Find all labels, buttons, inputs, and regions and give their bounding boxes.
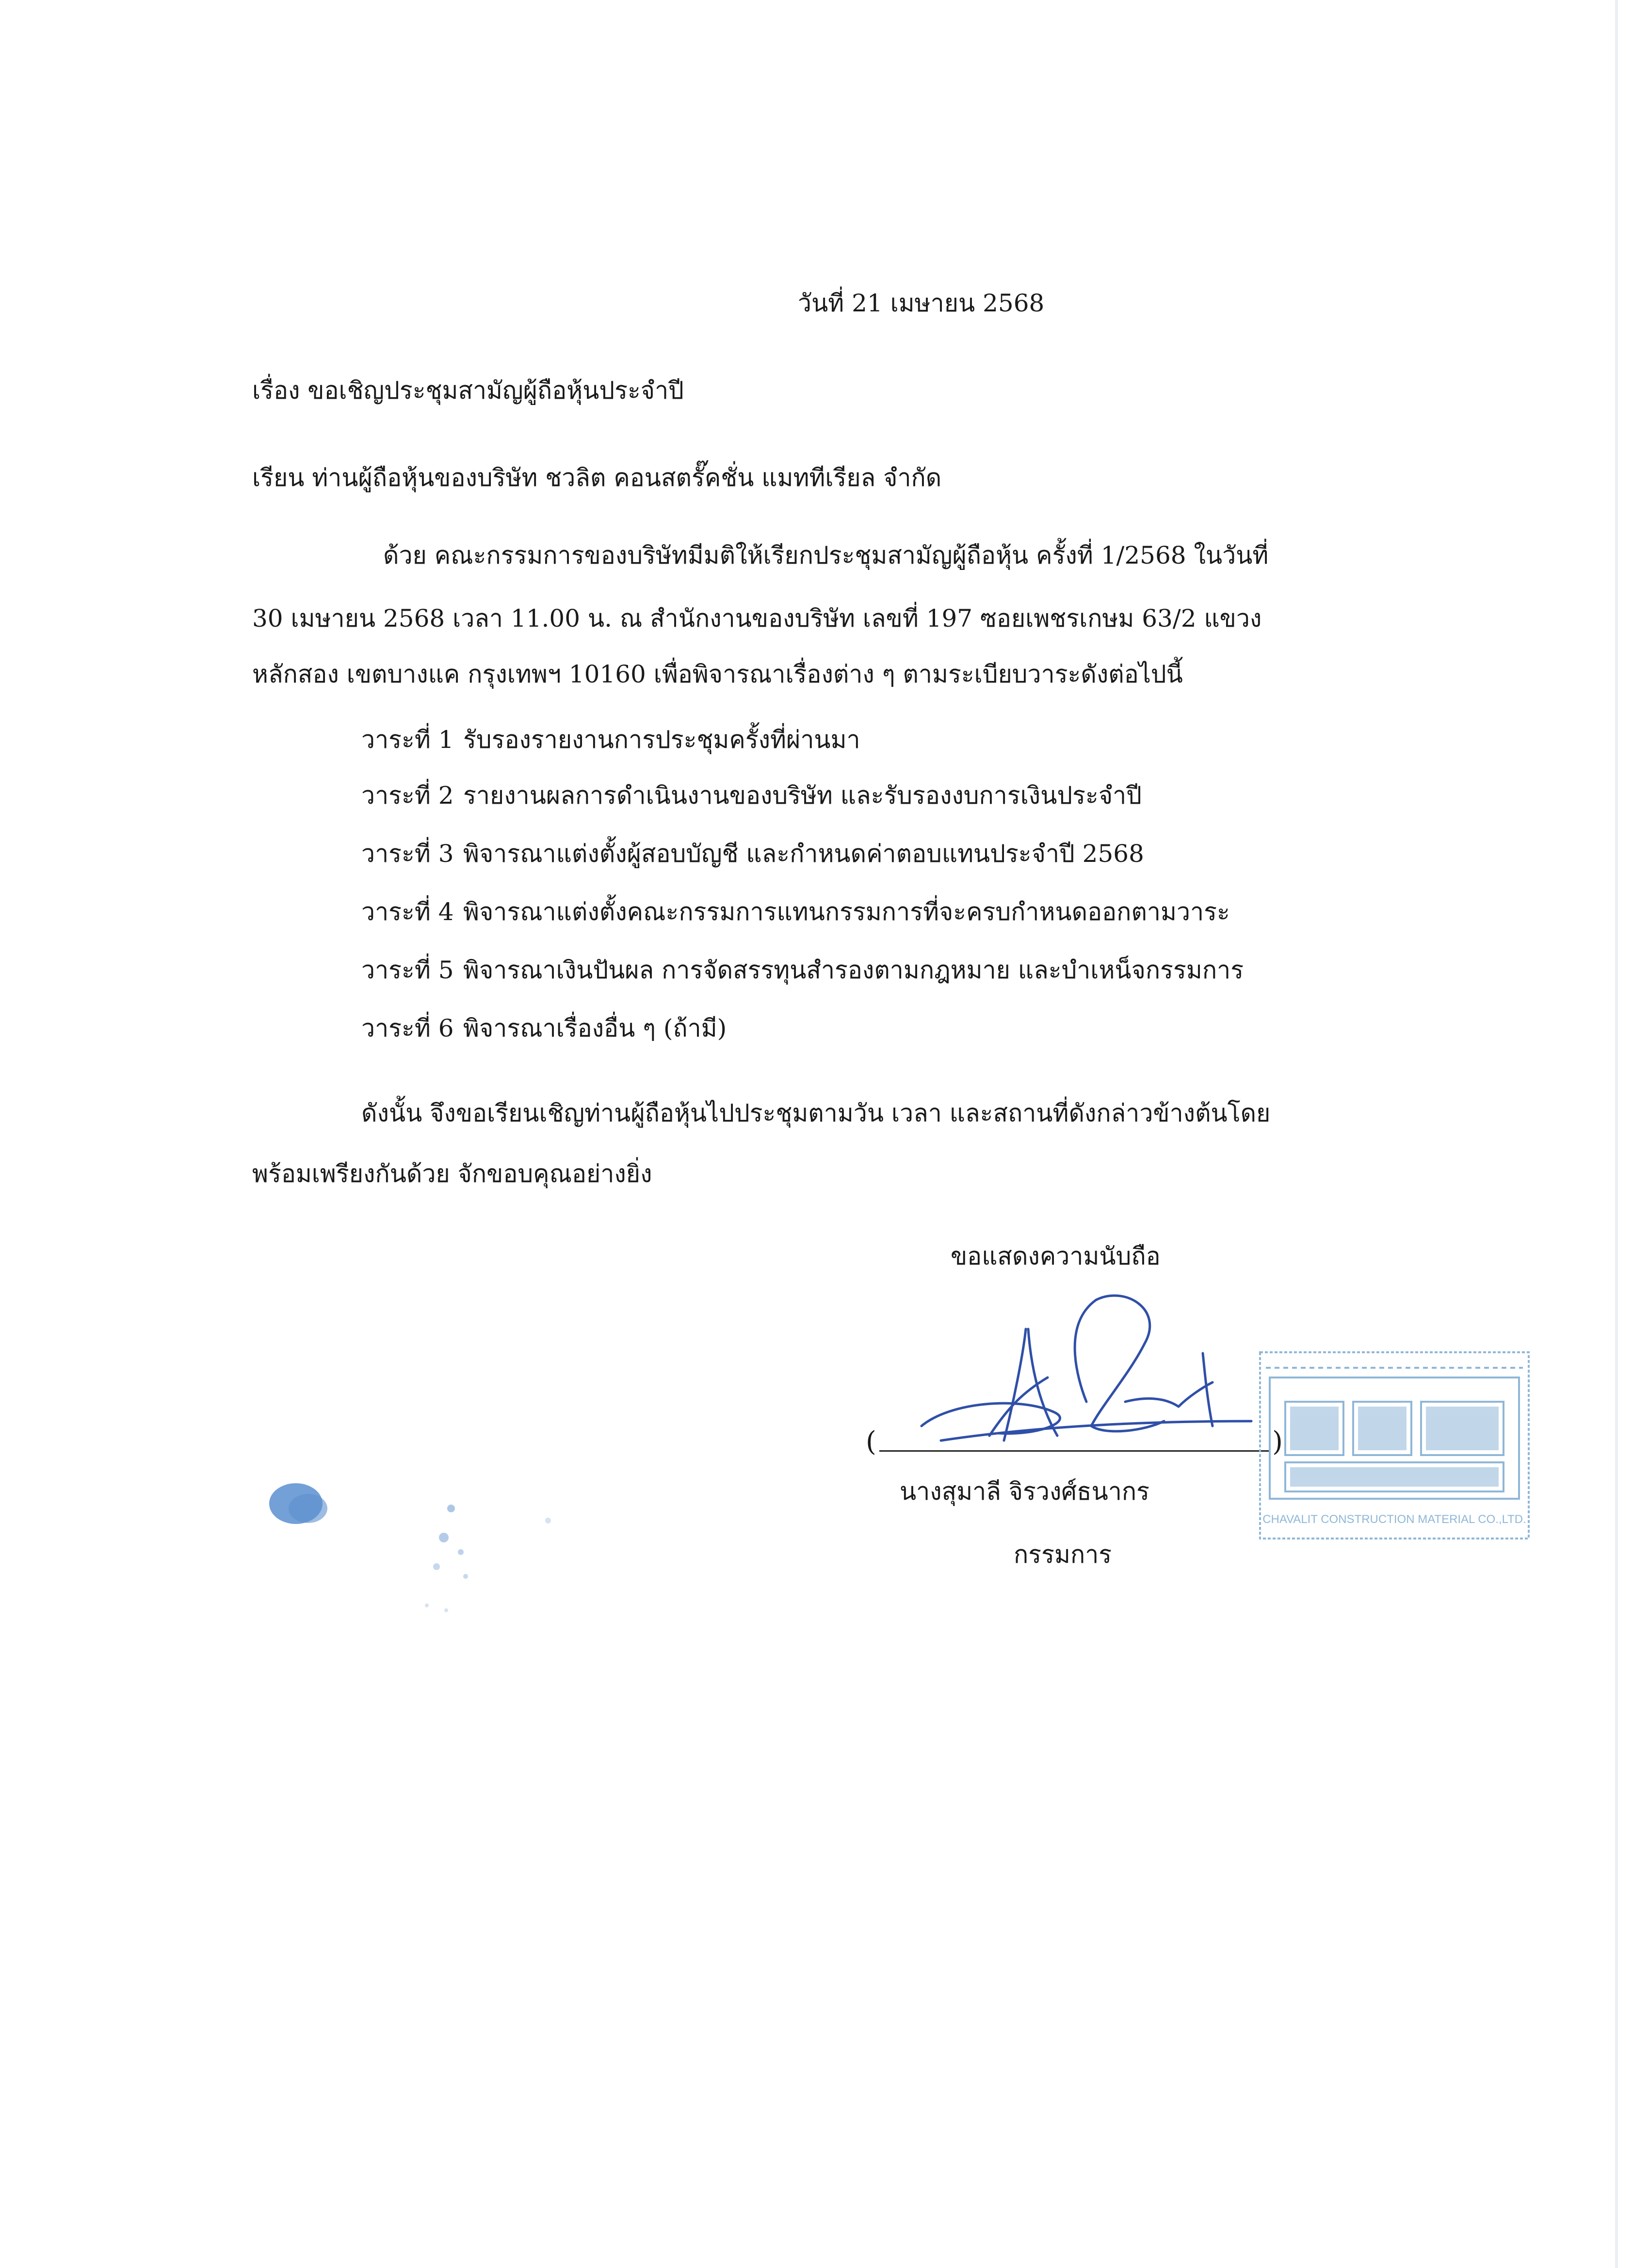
letter-date: วันที่ 21 เมษายน 2568 (798, 289, 1045, 317)
agenda-number: วาระที่ 2 (361, 781, 454, 810)
agenda-item-4 (361, 900, 1230, 924)
signature-line (866, 1426, 1283, 1460)
agenda-number: วาระที่ 1 (361, 726, 454, 754)
agenda-item-3 (361, 842, 1144, 866)
scan-edge (1615, 0, 1618, 2268)
agenda-number: วาระที่ 5 (361, 956, 454, 984)
company-stamp (1256, 1348, 1533, 1542)
body-line-2: 30 เมษายน 2568 เวลา 11.00 น. ณ สำนักงานของบริษัท เลขที่ 197 ซอยเพชรเกษม 63/2 แขวง (252, 604, 1262, 632)
agenda-number: วาระที่ 4 (361, 898, 454, 926)
closing-line-1: ดังนั้น จึงขอเรียนเชิญท่านผู้ถือหุ้นไปประชุมตามวัน เวลา และสถานที่ดังกล่าวข้างต้นโดย (361, 1099, 1271, 1127)
stamp-text: CHAVALIT CONSTRUCTION MATERIAL CO.,LTD. (1262, 1513, 1526, 1526)
letter-salutation: เรียน ท่านผู้ถือหุ้นของบริษัท ชวลิต คอนสตรั๊คชั่น แมททีเรียล จำกัด (252, 464, 942, 492)
regards-text: ขอแสดงความนับถือ (951, 1242, 1161, 1270)
agenda-item-1 (361, 728, 860, 752)
agenda-text: รับรองรายงานการประชุมครั้งที่ผ่านมา (463, 726, 860, 754)
ink-smudge (262, 1474, 611, 1630)
agenda-item-6 (361, 1016, 727, 1040)
body-line-1: ด้วย คณะกรรมการของบริษัทมีมติให้เรียกประชุมสามัญผู้ถือหุ้น ครั้งที่ 1/2568 ในวันที่ (383, 541, 1269, 569)
body-line-3: หลักสอง เขตบางแค กรุงเทพฯ 10160 เพื่อพิจารณาเรื่องต่าง ๆ ตามระเบียบวาระดังต่อไปนี้ (252, 660, 1183, 688)
agenda-text: พิจารณาแต่งตั้งคณะกรรมการแทนกรรมการที่จะครบกำหนดออกตามวาระ (463, 898, 1230, 926)
letter-subject: เรื่อง ขอเชิญประชุมสามัญผู้ถือหุ้นประจำปี (252, 376, 684, 405)
signer-name: นางสุมาลี จิรวงศ์ธนากร (900, 1477, 1150, 1506)
agenda-item-2 (361, 783, 1142, 808)
signature-paren-open: ( (866, 1426, 876, 1458)
agenda-item-5 (361, 958, 1244, 982)
agenda-text: พิจารณาเงินปันผล การจัดสรรทุนสำรองตามกฎหมาย และบำเหน็จกรรมการ (463, 956, 1244, 984)
agenda-number: วาระที่ 6 (361, 1014, 454, 1042)
agenda-text: รายงานผลการดำเนินงานของบริษัท และรับรองงบการเงินประจำปี (463, 781, 1142, 810)
agenda-text: พิจารณาแต่งตั้งผู้สอบบัญชี และกำหนดค่าตอบแทนประจำปี 2568 (463, 840, 1144, 868)
signature-rule (879, 1450, 1269, 1452)
agenda-number: วาระที่ 3 (361, 840, 454, 868)
signature-paren-close: ) (1272, 1426, 1283, 1458)
agenda-text: พิจารณาเรื่องอื่น ๆ (ถ้ามี) (463, 1014, 727, 1042)
signer-title: กรรมการ (1014, 1540, 1112, 1569)
closing-line-2: พร้อมเพรียงกันด้วย จักขอบคุณอย่างยิ่ง (252, 1160, 652, 1188)
